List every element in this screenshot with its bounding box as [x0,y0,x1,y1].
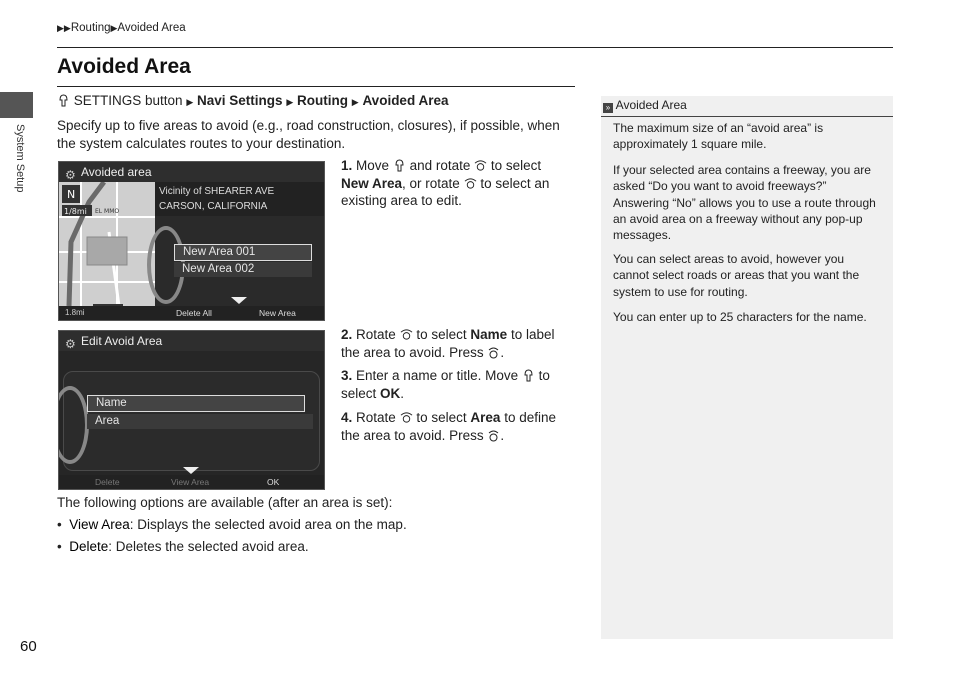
step-3: 3. Enter a name or title. Move to select OK. [341,368,550,401]
ok-button[interactable]: OK [267,477,280,487]
home-button-icon [57,94,70,107]
map-scale-top: 1/8mi [64,207,87,216]
triangle-icon: ▶ [110,23,118,33]
screen2-bottom-bar [59,475,324,489]
screen-header: ⚙ Avoided area [59,162,324,182]
new-area-001-item[interactable]: New Area 001 [174,244,312,261]
options-intro: The following options are available (after an area is set): [57,495,393,510]
delete-all-button[interactable]: Delete All [176,308,212,318]
triangle-icon: ▶ [286,97,294,107]
enter-button-icon [487,346,500,359]
title-divider [57,86,575,87]
path-navi-settings: Navi Settings [197,93,283,108]
scroll-down-icon[interactable] [231,297,247,304]
side-note-p3: You can select areas to avoid, however you cannot select roads or areas that you want the system to use for routing. [613,252,860,299]
scroll-down-icon[interactable] [183,467,199,474]
triangle-icon: ▶ [186,97,194,107]
svg-text:N: N [67,188,76,201]
delete-button[interactable]: Delete [95,477,120,487]
path-avoided-area: Avoided Area [362,93,449,108]
name-item[interactable]: Name [87,395,305,412]
screen1-bottom-bar [59,306,324,320]
area-item[interactable]: Area [87,414,313,429]
page-title: Avoided Area [57,55,191,78]
vicinity-box [155,182,324,216]
note-marker-icon: » [603,103,613,113]
avoided-area-screen [58,161,325,321]
gear-icon: ⚙ [65,337,76,351]
vicinity-line1: Vicinity of SHEARER AVE [159,186,275,197]
breadcrumb-avoided-area[interactable]: Avoided Area [117,22,186,34]
option-delete: • Delete: Deletes the selected avoid area. [57,539,309,554]
settings-path [57,93,448,108]
step-4: 4. Rotate to select Area to define the area to avoid. Press . [341,410,556,443]
side-note-p1: The maximum size of an “avoid area” is approximately 1 square mile. [613,121,824,152]
rotate-dial-icon [400,328,413,341]
section-tab [0,92,33,118]
side-note-p4: You can enter up to 25 characters for the name. [613,310,867,324]
section-label: System Setup [14,124,26,193]
triangle-icon: ▶▶ [57,23,71,33]
new-area-002-item[interactable]: New Area 002 [174,262,312,277]
rotate-dial-icon [464,177,477,190]
side-note-p2: If your selected area contains a freeway, you are asked “Do you want to avoid freeways?” Answering “No” allows you to use a route through an avoid area on a freeway without any pop-up messages. [613,163,876,243]
top-divider [57,47,893,48]
gear-icon: ⚙ [65,168,76,182]
step-1: 1. Move and rotate to select New Area, or rotate to select an existing area to edit. [341,158,550,208]
intro-paragraph: Specify up to five areas to avoid (e.g., road construction, closures), if possible, when the system calculates routes to your destination. [57,118,560,151]
step-2: 2. Rotate to select Name to label the area to avoid. Press . [341,327,555,360]
side-note-heading: » Avoided Area [601,96,893,117]
page-number: 60 [20,638,37,655]
option-view-area: • View Area: Displays the selected avoid area on the map. [57,517,407,532]
rotate-dial-icon [474,159,487,172]
map-preview [59,182,155,306]
joystick-icon [522,369,535,382]
new-area-button[interactable]: New Area [259,308,296,318]
breadcrumb-routing[interactable]: Routing [70,22,111,34]
path-routing: Routing [297,93,348,108]
joystick-icon [393,159,406,172]
rotate-dial-icon [400,411,413,424]
map-street-label: EL MMO [95,208,120,215]
edit-avoid-area-screen [58,330,325,490]
path-start: SETTINGS button [73,93,183,108]
breadcrumb [57,22,186,34]
screen-header: ⚙ Edit Avoid Area [59,331,324,351]
triangle-icon: ▶ [351,97,359,107]
view-area-button[interactable]: View Area [171,477,210,487]
vicinity-line2: CARSON, CALIFORNIA [159,201,268,212]
enter-button-icon [487,429,500,442]
map-scale-bottom: 1.8mi [65,308,85,317]
